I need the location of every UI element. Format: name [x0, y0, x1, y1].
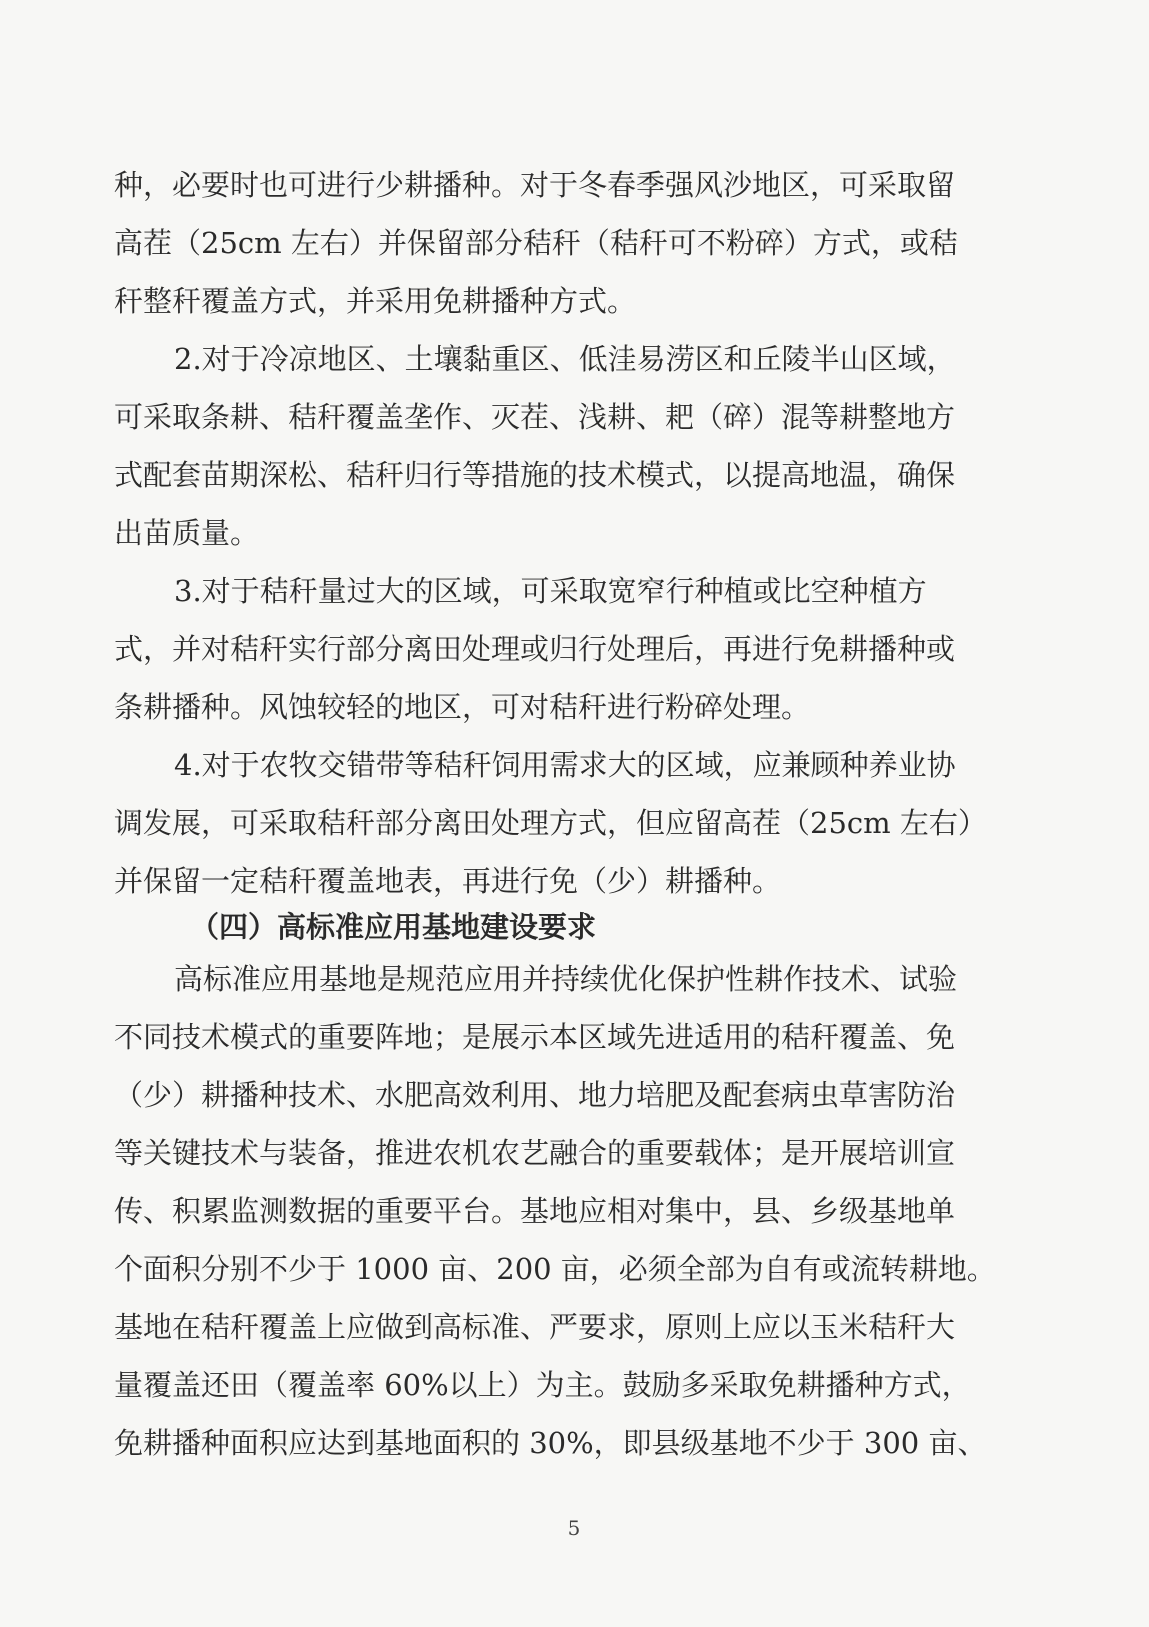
text-line: 4.对于农牧交错带等秸秆饲用需求大的区域，应兼顾种养业协 [174, 748, 956, 782]
text-line: 并保留一定秸秆覆盖地表，再进行免（少）耕播种。 [114, 864, 782, 898]
text-line: 秆整秆覆盖方式，并采用免耕播种方式。 [114, 284, 637, 318]
text-line: 式，并对秸秆实行部分离田处理或归行处理后，再进行免耕播种或 [114, 632, 956, 666]
text-line: 高茬（25cm 左右）并保留部分秸秆（秸秆可不粉碎）方式，或秸 [114, 226, 958, 260]
text-line: 式配套苗期深松、秸秆归行等措施的技术模式，以提高地温，确保 [114, 458, 956, 492]
text-line: 条耕播种。风蚀较轻的地区，可对秸秆进行粉碎处理。 [114, 690, 811, 724]
text-line: 基地在秸秆覆盖上应做到高标准、严要求，原则上应以玉米秸秆大 [114, 1310, 956, 1344]
text-line: 可采取条耕、秸秆覆盖垄作、灭茬、浅耕、耙（碎）混等耕整地方 [114, 400, 956, 434]
text-line: 3.对于秸秆量过大的区域，可采取宽窄行种植或比空种植方 [174, 574, 927, 608]
text-line: 2.对于冷凉地区、土壤黏重区、低洼易涝区和丘陵半山区域， [174, 342, 956, 376]
text-line: （少）耕播种技术、水肥高效利用、地力培肥及配套病虫草害防治 [114, 1078, 956, 1112]
text-line: 调发展，可采取秸秆部分离田处理方式，但应留高茬（25cm 左右） [114, 806, 987, 840]
text-line: 不同技术模式的重要阵地；是展示本区域先进适用的秸秆覆盖、免 [114, 1020, 956, 1054]
page-number: 5 [567, 1516, 581, 1540]
text-line: 量覆盖还田（覆盖率 60%以上）为主。鼓励多采取免耕播种方式， [114, 1368, 971, 1402]
section-heading: （四）高标准应用基地建设要求 [190, 910, 597, 944]
text-line: 出苗质量。 [114, 516, 260, 550]
text-line: 等关键技术与装备，推进农机农艺融合的重要载体；是开展培训宣 [114, 1136, 956, 1170]
text-line: 高标准应用基地是规范应用并持续优化保护性耕作技术、试验 [174, 962, 958, 996]
text-line: 传、积累监测数据的重要平台。基地应相对集中，县、乡级基地单 [114, 1194, 956, 1228]
text-line: 个面积分别不少于 1000 亩、200 亩，必须全部为自有或流转耕地。 [114, 1252, 996, 1286]
text-line: 免耕播种面积应达到基地面积的 30%，即县级基地不少于 300 亩、 [114, 1426, 987, 1460]
text-line: 种，必要时也可进行少耕播种。对于冬春季强风沙地区，可采取留 [114, 168, 956, 202]
